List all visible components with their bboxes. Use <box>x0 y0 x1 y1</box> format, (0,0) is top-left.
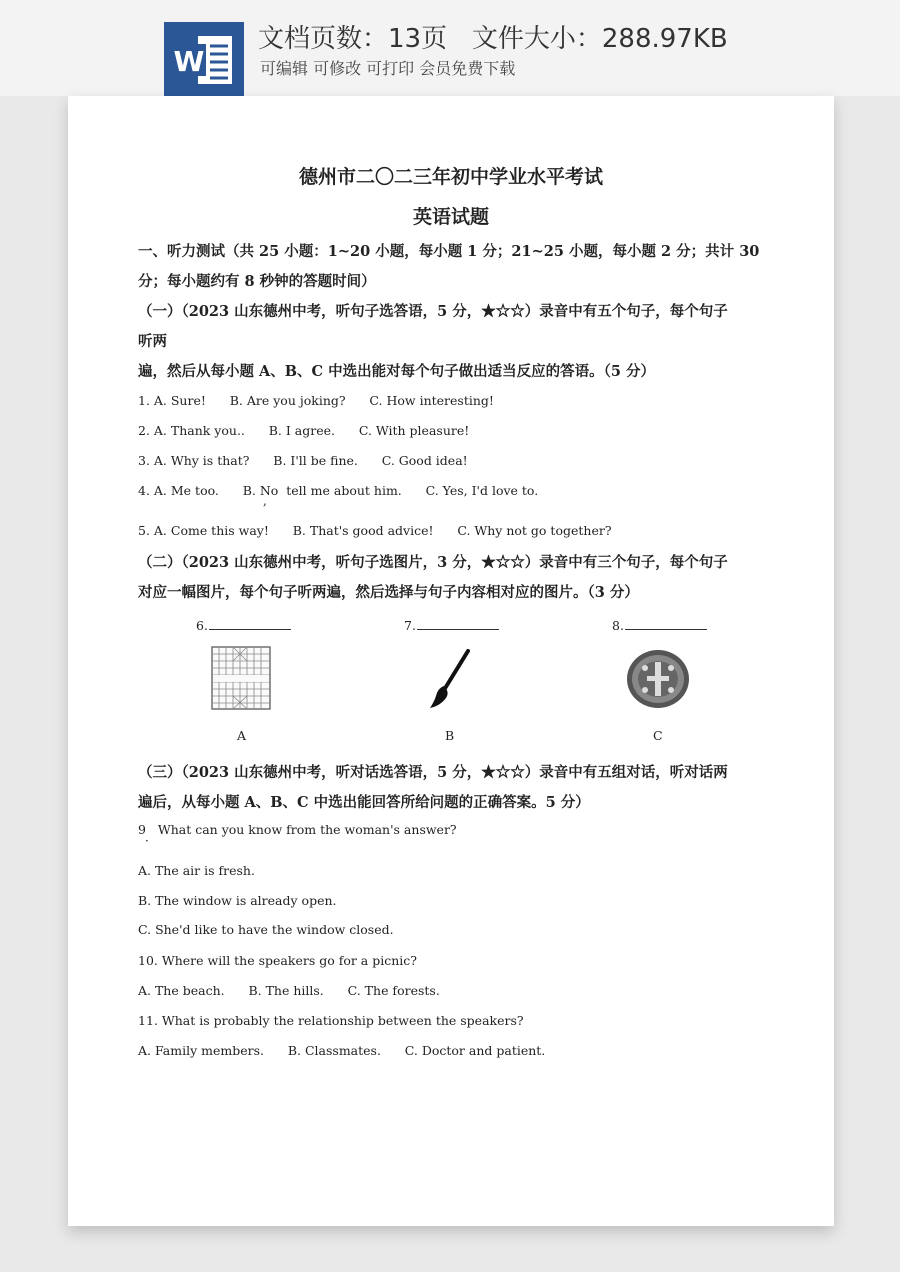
question-11: 11. What is probably the relationship between the speakers? <box>138 1013 524 1028</box>
answer-blank-6 <box>196 618 291 633</box>
banner-subtitle: 可编辑 可修改 可打印 会员免费下载 <box>260 59 516 78</box>
part1-heading-line1: 一、听力测试（共 25 小题：1~20 小题，每小题 1 分；21~25 小题，每小题 2 分；共计 30 <box>138 243 760 260</box>
section2-line2: 对应一幅图片，每个句子听两遍，然后选择与句子内容相对应的图片。（3 分） <box>138 584 639 601</box>
question-2: 2. A. Thank you.. B. I agree. C. With pleasure! <box>138 423 470 438</box>
document-page <box>68 96 834 1226</box>
question-9-option-a: A. The air is fresh. <box>138 863 255 878</box>
question-5: 5. A. Come this way! B. That's good advice! C. Why not go together? <box>138 523 612 538</box>
section1-line2: 听两 <box>138 333 167 350</box>
question-3: 3. A. Why is that? B. I'll be fine. C. Good idea! <box>138 453 468 468</box>
chinese-chess-board-picture <box>211 646 271 710</box>
stray-comma-mark: , <box>263 494 267 508</box>
svg-text:W: W <box>173 45 205 78</box>
stray-dot-mark: · <box>145 834 149 848</box>
paper-cutting-picture <box>625 648 691 710</box>
section1-line1: （一）（2023 山东德州中考，听句子选答语，5 分，★☆☆）录音中有五个句子，每个句子 <box>138 303 728 320</box>
document-subject: 英语试题 <box>412 206 489 228</box>
question-9-option-b: B. The window is already open. <box>138 893 337 908</box>
question-10: 10. Where will the speakers go for a picnic? <box>138 953 417 968</box>
picture-c-label: C <box>653 728 663 743</box>
blank-6-label: 6. <box>196 618 208 633</box>
answer-blank-8 <box>612 618 707 633</box>
word-document-icon <box>164 22 244 96</box>
question-11-options: A. Family members. B. Classmates. C. Doctor and patient. <box>138 1043 546 1058</box>
banner-title: 文档页数：13页 文件大小：288.97KB <box>258 24 728 54</box>
question-1: 1. A. Sure! B. Are you joking? C. How interesting! <box>138 393 494 408</box>
section2-line1: （二）（2023 山东德州中考，听句子选图片，3 分，★☆☆）录音中有三个句子，每个句子 <box>138 554 728 571</box>
picture-a-label: A <box>237 728 247 743</box>
blank-8-label: 8. <box>612 618 624 633</box>
part1-heading-line2: 分；每小题约有 8 秒钟的答题时间） <box>138 273 376 290</box>
document-title: 德州市二〇二三年初中学业水平考试 <box>298 166 603 188</box>
question-9-option-c: C. She'd like to have the window closed. <box>138 922 394 937</box>
picture-b-label: B <box>445 728 455 743</box>
question-10-options: A. The beach. B. The hills. C. The forests. <box>138 983 440 998</box>
calligraphy-brush-picture <box>426 648 476 710</box>
blank-7-label: 7. <box>404 618 416 633</box>
question-4: 4. A. Me too. B. No tell me about him. C. Yes, I'd love to. <box>138 483 539 498</box>
question-9: 9 What can you know from the woman's answer? <box>138 822 457 837</box>
header-banner <box>0 0 900 96</box>
section3-line2: 遍后，从每小题 A、B、C 中选出能回答所给问题的正确答案。5 分） <box>138 794 590 811</box>
answer-blank-7 <box>404 618 499 633</box>
section3-line1: （三）（2023 山东德州中考，听对话选答语，5 分，★☆☆）录音中有五组对话，听对话两 <box>138 764 728 781</box>
section1-line3: 遍，然后从每小题 A、B、C 中选出能对每个句子做出适当反应的答语。（5 分） <box>138 363 656 380</box>
